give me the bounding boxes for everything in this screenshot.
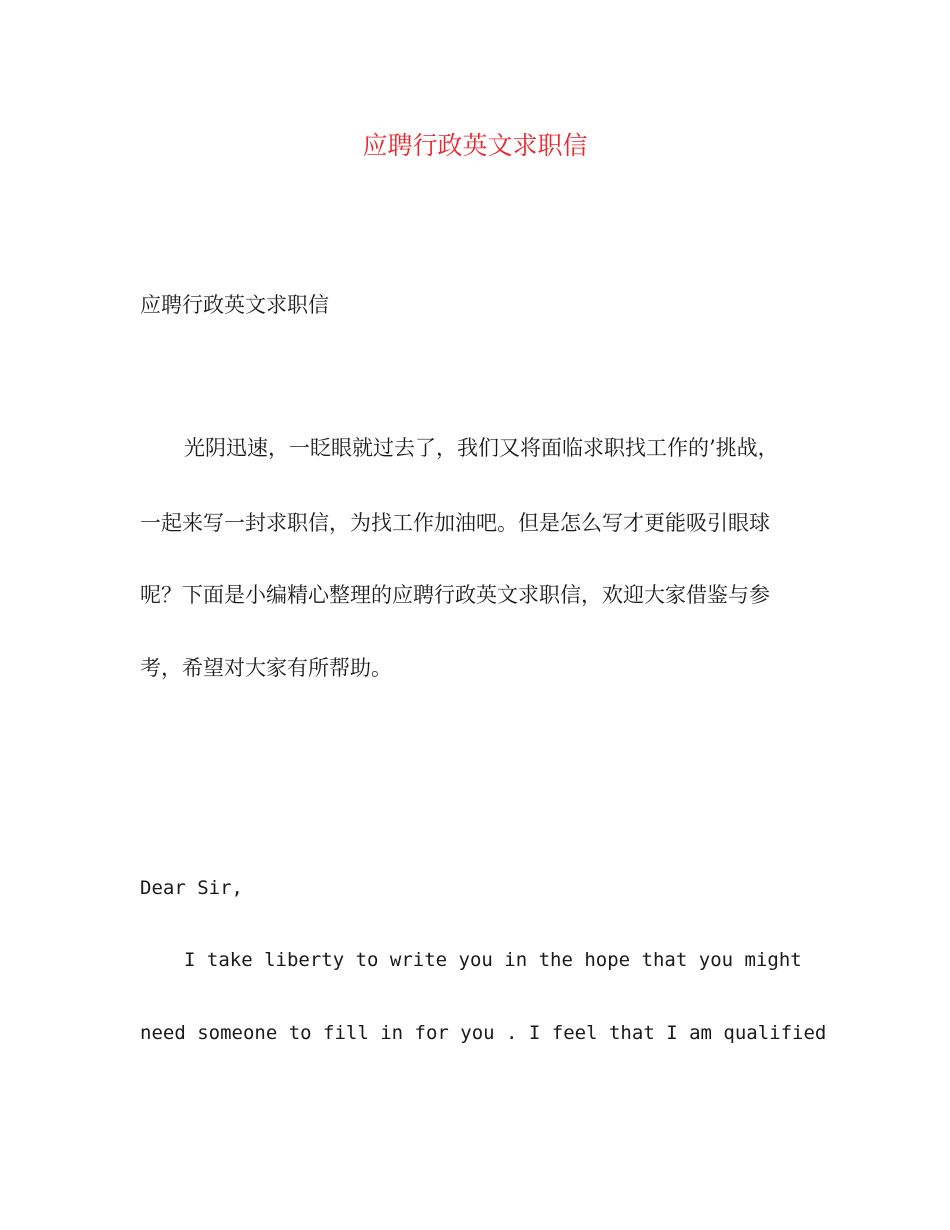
letter-line: need someone to fill in for you . I feel that I am qualified	[140, 1022, 827, 1044]
document-title: 应聘行政英文求职信	[362, 131, 588, 160]
intro-line: 一起来写一封求职信，为找工作加油吧。但是怎么写才更能吸引眼球	[140, 511, 770, 535]
letter-line: I take liberty to write you in the hope that you might	[184, 949, 802, 971]
intro-line: 呢？下面是小编精心整理的应聘行政英文求职信，欢迎大家借鉴与参	[140, 583, 770, 607]
intro-line: 考，希望对大家有所帮助。	[140, 656, 392, 680]
intro-line: 光阴迅速，一眨眼就过去了，我们又将面临求职找工作的’挑战，	[184, 436, 779, 460]
letter-salutation: Dear Sir,	[140, 877, 243, 899]
document-subtitle: 应聘行政英文求职信	[140, 293, 329, 317]
